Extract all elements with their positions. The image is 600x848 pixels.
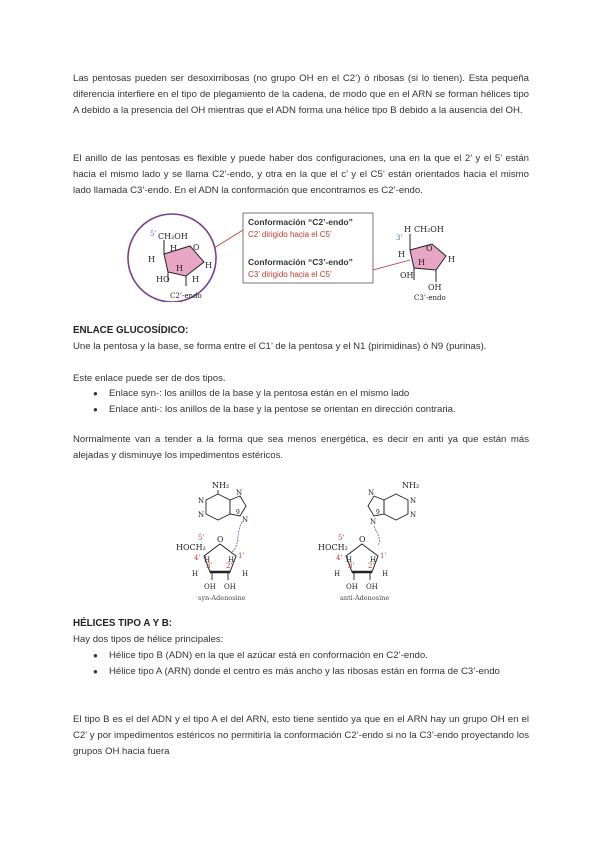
anti-n-3: N [410,511,417,519]
anti-3-prime: 3’ [348,562,355,570]
syn-n-1: N [198,497,205,505]
label-oh-right-1: OH [400,271,414,280]
anti-oh-1: OH [346,583,358,591]
list-item-helice-b: ● Hélice tipo B (ADN) en la que el azúcar está en conformación en C2’-endo. [73,648,529,664]
paragraph-anillo: El anillo de las pentosas es flexible y puede haber dos configuraciones, una en la que el 2’ y el 5’ están hacia el mismo lado y se llama C2’-endo, y otra en la que el c’ y el C5’ están orientados hacia el mismo lado llamada C3’-endo. En el ADN la conformación que encontramos es C2’-endo. [73,153,529,196]
text-dos-tipos: Este enlace puede ser de dos tipos. [73,373,226,384]
anti-n-9: N [370,518,377,526]
anti-adenosine [318,481,419,602]
label-ch2oh-left: CH₂OH [158,232,188,241]
anti-h-3: H [334,570,341,578]
label-o-right: O [426,244,433,253]
label-h-left-2: H [148,255,155,264]
anti-h-4: H [382,570,389,578]
anti-n-7: N [368,489,375,497]
anti-4-prime: 4’ [336,554,343,562]
anti-hoch2: HOCH₂ [318,543,348,552]
syn-5-prime: 5’ [198,534,205,542]
label-o-left: O [193,243,200,252]
label-h-left-4: H [176,264,183,273]
list-item-helice-a: ● Hélice tipo A (ARN) donde el centro es más ancho y las ribosas están en forma de C3’-endo [73,664,529,680]
anti-label: anti-Adenosine [340,594,390,602]
label-c2-endo: C2’-endo [170,292,202,300]
anti-2-prime: 2’ [368,562,375,570]
syn-3-prime: 3’ [206,562,213,570]
list-enlace-tipos [73,386,529,418]
syn-1-prime: 1’ [238,552,245,560]
syn-2-prime: 2’ [226,562,233,570]
label-5-prime: 5’ [150,230,157,238]
syn-n-3: N [198,511,205,519]
syn-nh2: NH₂ [212,481,230,490]
label-oh-right-2: OH [428,283,442,292]
syn-oh-1: OH [204,583,216,591]
list-item-syn: ● Enlace syn-: los anillos de la base y la pentosa están en el mismo lado [73,386,529,402]
label-h-left-5: H [192,275,199,284]
label-h-left-3: H [205,261,212,270]
syn-oh-2: OH [224,583,236,591]
syn-h-1: H [204,556,211,564]
label-c3-endo: C3’-endo [414,294,446,302]
paragraph-tipo-b: El tipo B es el del ADN y el tipo A el del ARN, esto tiene sentido ya que en el ARN hay un grupo OH en el C2’ y por impedimentos estéricos no permitiría la conformación C2’-endo si no la C3’-endo proyectando los grupos OH hacia fuera [73,714,529,757]
conformation-figure [110,210,490,302]
text-dos-tipos-helice: Hay dos tipos de hélice principales: [73,634,224,645]
anti-n-1: N [410,497,417,505]
syn-n-9: N [242,516,249,524]
label-h-right-2: H [398,250,405,259]
heading-enlace-glucosidico: ENLACE GLUCOSÍDICO: [73,325,189,336]
anti-nine: 9 [376,509,380,516]
syn-hoch2: HOCH₂ [176,543,206,552]
anti-oh-2: OH [366,583,378,591]
syn-h-2: H [228,556,235,564]
syn-n-7: N [236,489,243,497]
anti-1-prime: 1’ [380,552,387,560]
anti-nh2: NH₂ [402,481,420,490]
anti-5-prime: 5’ [338,534,345,542]
anti-h-1: H [346,556,353,564]
syn-nine: 9 [236,509,240,516]
adenosine-figure [170,476,430,604]
heading-helices: HÉLICES TIPO A Y B: [73,618,173,629]
syn-h-4: H [242,570,249,578]
anti-h-2: H [370,556,377,564]
label-ch2oh-right: CH₂OH [414,225,444,234]
syn-4-prime: 4’ [194,554,201,562]
box-sub-c3: C3’ dirigido hacia el C5’ [248,270,332,279]
label-3-prime: 3’ [396,234,403,242]
text-une-pentosa: Une la pentosa y la base, se forma entre el C1’ de la pentosa y el N1 (pirimidinas) ó N9 (purinas). [73,341,487,352]
label-h-right-3: H [448,255,455,264]
paragraph-pentosas: Las pentosas pueden ser desoxirribosas (no grupo OH en el C2’) ó ribosas (si lo tienen). Esta pequeña diferencia interfiere en el tipo de plegamiento de la cadena, de modo que en el ARN se forman hélices tipo A debido a la presencia del OH mientras que el ADN forma una hélice tipo B debido a la ausencia del OH. [73,73,529,116]
syn-h-3: H [192,570,199,578]
box-sub-c2: C2’ dirigido hacia el C5’ [248,230,332,239]
syn-o: O [217,535,224,544]
list-item-anti: ● Enlace anti-: los anillos de la base y la pentose se orientan en dirección contraria. [73,402,529,418]
label-h-right-4: H [418,258,425,267]
label-h-right-1: H [404,225,411,234]
anti-o: O [359,535,366,544]
syn-adenosine [176,481,248,602]
box-title-c2: Conformación “C2’-endo” [248,217,353,227]
box-title-c3: Conformación “C3’-endo” [248,257,353,267]
label-ho-left: HO [156,275,170,284]
label-h-left-1: H [170,244,177,253]
paragraph-normalmente: Normalmente van a tender a la forma que sea menos energética, es decir en anti ya que están más alejadas y disminuye los impedimentos estéricos. [73,434,529,461]
syn-label: syn-Adenosine [198,594,246,602]
list-helice-tipos [73,648,529,680]
